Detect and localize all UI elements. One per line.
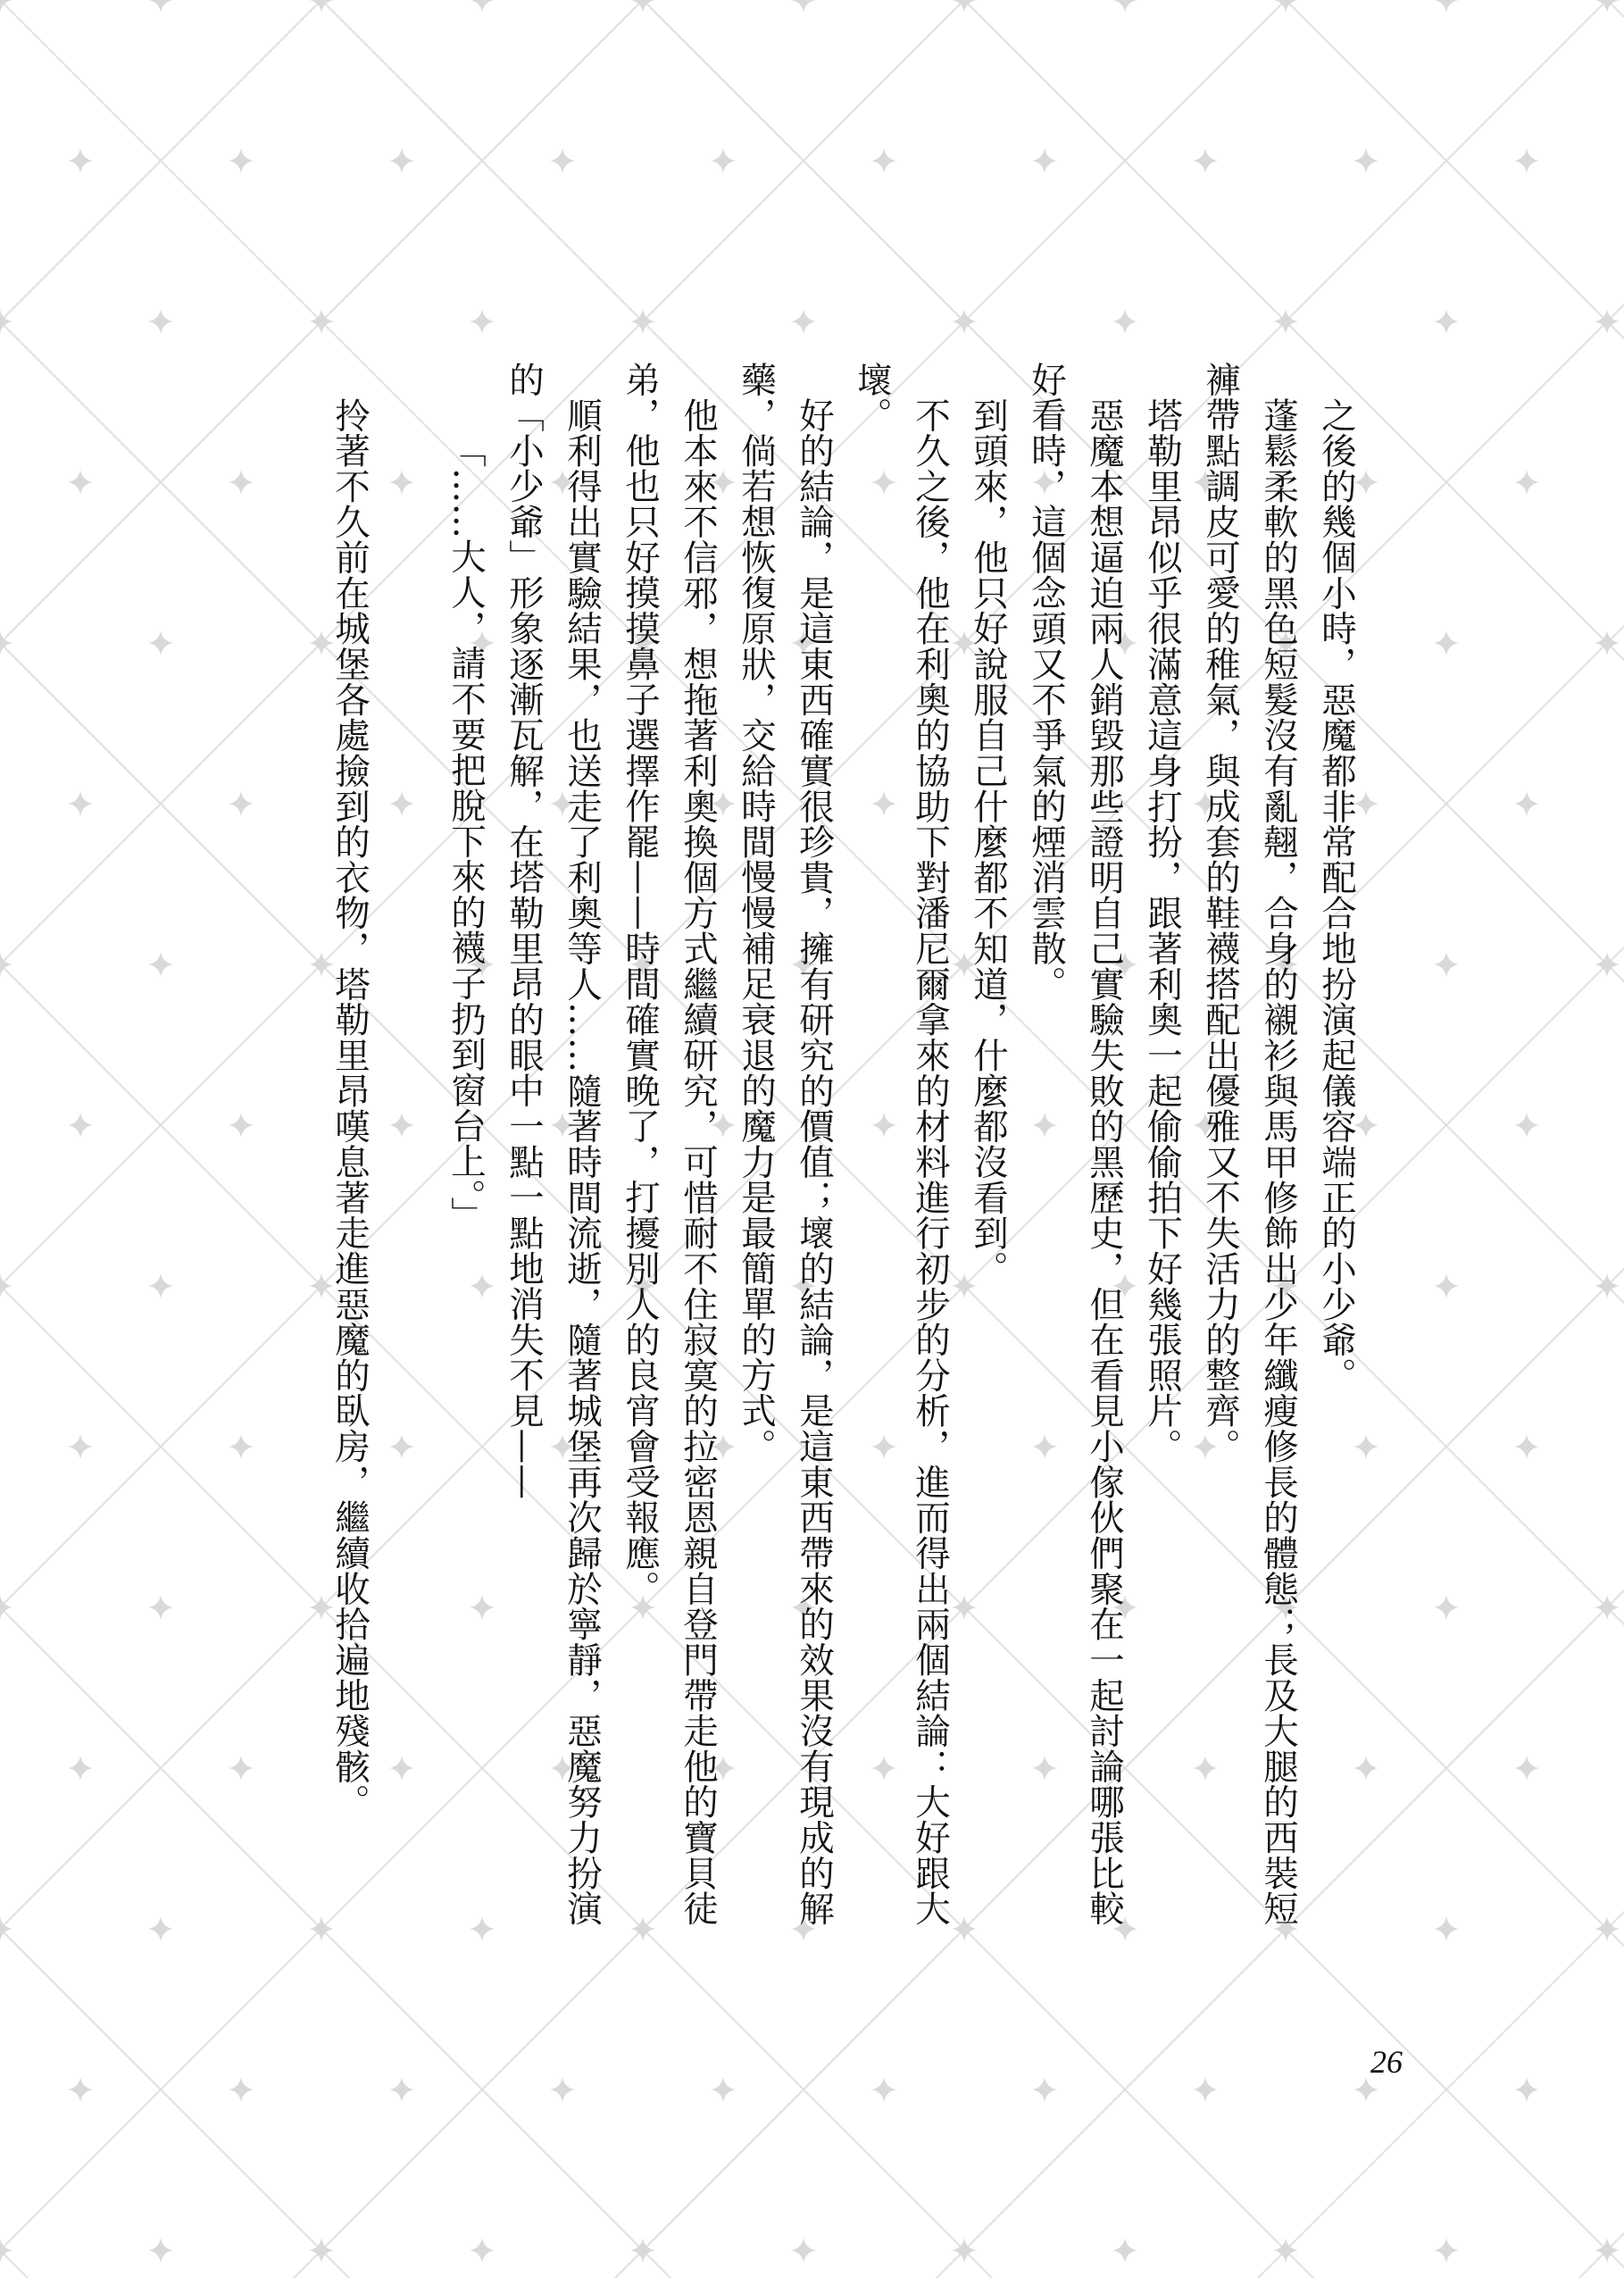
paragraph-9: 順利得出實驗結果，也送走了利奧等人……隨著時間流逝，隨著城堡再次歸於寧靜，惡魔努力扮演的「小少爺」形象逐漸瓦解，在塔勒里昂的眼中一點一點地消失不見—— xyxy=(504,362,603,1926)
vertical-text-body xyxy=(240,362,1365,1933)
paragraph-dialog: 「……大人，請不要把脫下來的襪子扔到窗台上。」 xyxy=(446,432,487,1233)
paragraph-11: 拎著不久前在城堡各處撿到的衣物，塔勒里昂嘆息著走進惡魔的臥房，繼續收拾遍地殘骸。 xyxy=(329,396,371,1820)
paragraph-5: 到頭來，他只好說服自己什麼都不知道，什麼都沒看到。 xyxy=(968,396,1009,1286)
page-number: 26 xyxy=(1370,2044,1403,2080)
paragraph-6: 不久之後，他在利奧的協助下對潘尼爾拿來的材料進行初步的分析，進而得出兩個結論：大好跟大壞。 xyxy=(852,362,951,1926)
paragraph-1: 之後的幾個小時，惡魔都非常配合地扮演起儀容端正的小少爺。 xyxy=(1316,396,1357,1393)
paragraph-2: 蓬鬆柔軟的黑色短髮沒有亂翹，合身的襯衫與馬甲修飾出少年纖瘦修長的體態；長及大腿的西裝短褲帶點調皮可愛的稚氣，與成套的鞋襪搭配出優雅又不失活力的整齊。 xyxy=(1200,362,1299,1926)
paragraph-3: 塔勒里昂似乎很滿意這身打扮，跟著利奧一起偷偷拍下好幾張照片。 xyxy=(1142,396,1183,1464)
paragraph-4: 惡魔本想逼迫兩人銷毀那些證明自己實驗失敗的黑歷史，但在看見小傢伙們聚在一起討論哪張比較好看時，這個念頭又不爭氣的煙消雲散。 xyxy=(1026,362,1125,1926)
paragraph-7: 好的結論，是這東西確實很珍貴，擁有研究的價值；壞的結論，是這東西帶來的效果沒有現成的解藥，倘若想恢復原狀，交給時間慢慢補足衰退的魔力是最簡單的方式。 xyxy=(736,362,835,1926)
paragraph-8: 他本來不信邪，想拖著利奧換個方式繼續研究，可惜耐不住寂寞的拉密恩親自登門帶走他的寶貝徒弟，他也只好摸摸鼻子選擇作罷——時間確實晚了，打擾別人的良宵會受報應。 xyxy=(620,362,719,1926)
